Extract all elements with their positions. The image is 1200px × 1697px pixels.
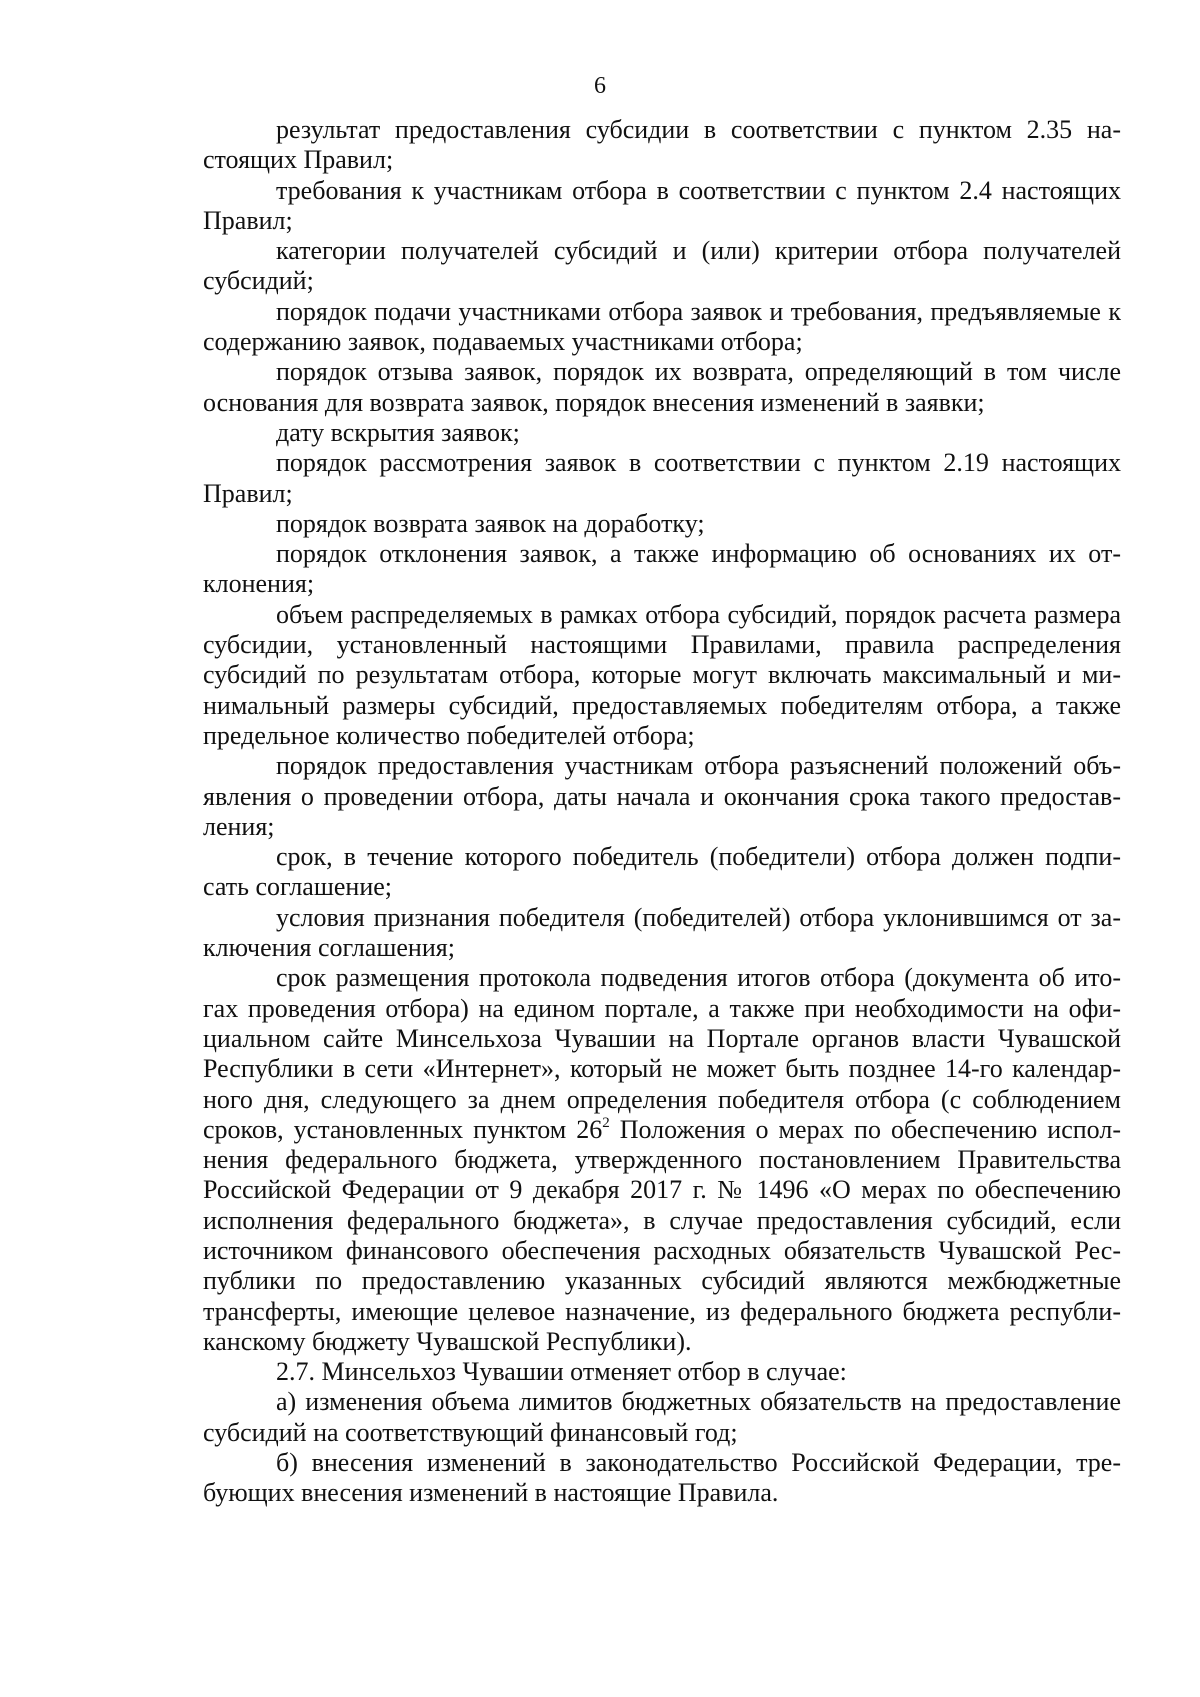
paragraph-text: Положения о мерах по обеспечению исполнения федерального бюджета, утвержденного постановлением Правительства Российской Федерации от 9 декабря 2017 г. № 1496 «О мерах по обеспечению исполнения федерального бюджета», в случае предоставления субсидий, если источником финансового обеспечения расходных обязательств Чувашской Республики по предоставлению указанных субсидий являются межбюджетные трансферты, имеющие целевое назначение, из федерального бюджета республиканскому бюджету Чувашской Республики). bbox=[203, 1114, 1121, 1356]
paragraph: б) внесения изменений в законодательство Российской Федерации, требующих внесения изменений в настоящие Правила. bbox=[203, 1448, 1121, 1508]
paragraph: порядок возврата заявок на доработку; bbox=[276, 508, 705, 538]
paragraph: условия признания победителя (победителей) отбора уклонившимся от заключения соглашения; bbox=[203, 902, 1121, 963]
paragraph: категории получателей субсидий и (или) критерии отбора получателей субсидий; bbox=[203, 236, 1121, 296]
paragraph: дату вскрытия заявок; bbox=[276, 417, 520, 447]
paragraph: порядок подачи участниками отбора заявок и требования, предъявляемые к содержанию заявок, подаваемых участниками отбора; bbox=[203, 296, 1121, 357]
document-body bbox=[203, 115, 1121, 1509]
section-heading-2-7: 2.7. Минсельхоз Чувашии отменяет отбор в случае: bbox=[276, 1357, 847, 1387]
paragraph: объем распределяемых в рамках отбора субсидий, порядок расчета размера субсидии, установленный настоящими Правилами, правила распределения субсидий по результатам отбора, которые могут включать максимальный и минимальный размеры субсидий, предоставляемых победителям отбора, а также предельное количество победителей отбора; bbox=[203, 599, 1121, 750]
page-number: 6 bbox=[594, 73, 606, 99]
paragraph-publication-deadline bbox=[203, 963, 1121, 1357]
paragraph: порядок предоставления участникам отбора разъяснений положений объявления о проведении отбора, даты начала и окончания срока такого предоставления; bbox=[203, 751, 1121, 841]
paragraph: результат предоставления субсидии в соответствии с пунктом 2.35 настоящих Правил; bbox=[203, 115, 1121, 175]
paragraph: порядок отклонения заявок, а также информацию об основаниях их отклонения; bbox=[203, 539, 1121, 599]
paragraph: порядок отзыва заявок, порядок их возврата, определяющий в том числе основания для возврата заявок, порядок внесения изменений в заявки; bbox=[203, 357, 1121, 417]
paragraph: порядок рассмотрения заявок в соответствии с пунктом 2.19 настоящих Правил; bbox=[203, 448, 1121, 508]
superscript: 2 bbox=[602, 1114, 610, 1131]
paragraph-text: срок размещения протокола подведения итогов отбора (документа об итогах проведения отбора) на едином портале, а также при необходимости на официальном сайте Минсельхоза Чувашии на Портале органов власти Чувашской Республики в сети «Интернет», который не может быть позднее 14-го календарного дня, следующего за днем определения победителя отбора (с соблюдением сроков, установленных пунктом 26 bbox=[203, 963, 1121, 1144]
paragraph: требования к участникам отбора в соответствии с пунктом 2.4 настоящих Правил; bbox=[203, 175, 1121, 235]
paragraph: а) изменения объема лимитов бюджетных обязательств на предоставление субсидий на соответствующий финансовый год; bbox=[203, 1387, 1121, 1447]
paragraph: срок, в течение которого победитель (победители) отбора должен подписать соглашение; bbox=[203, 842, 1121, 902]
